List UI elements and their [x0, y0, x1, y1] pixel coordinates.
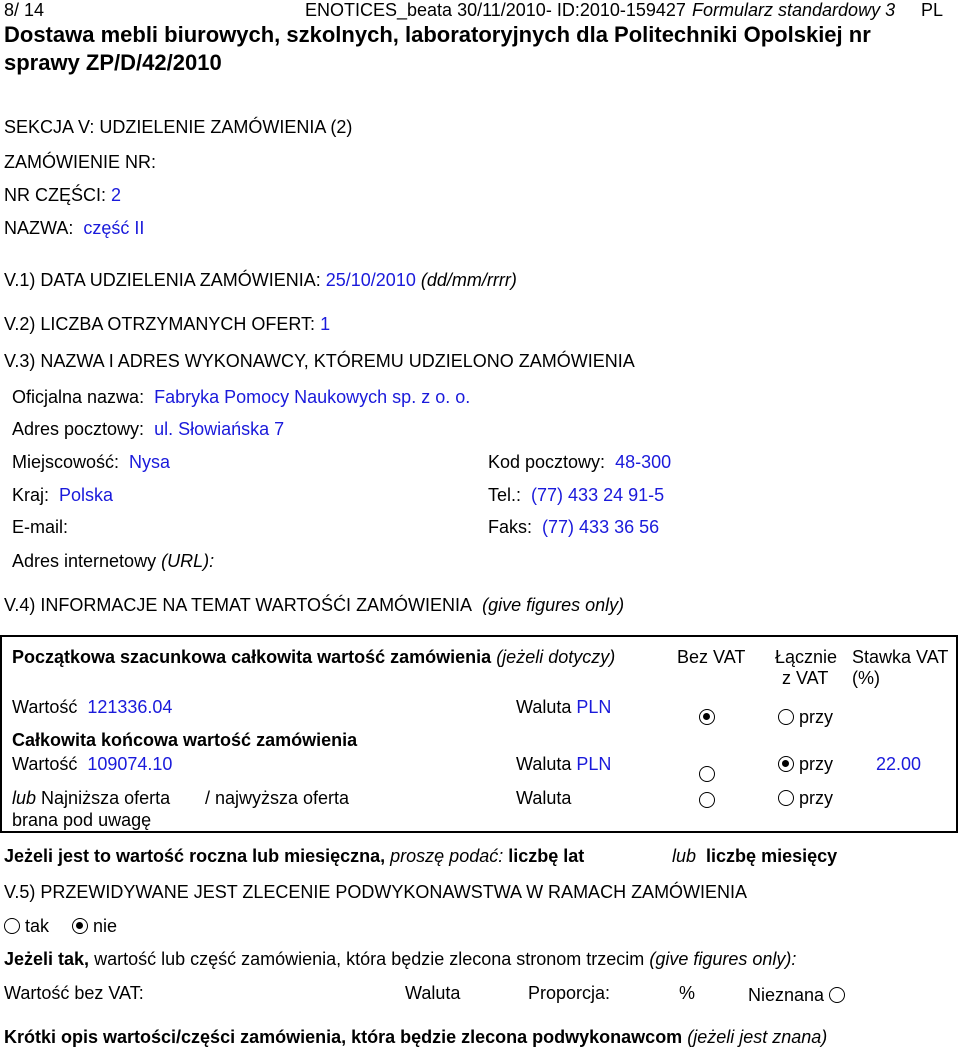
months-row	[672, 846, 837, 867]
url-label: Adres internetowy	[12, 551, 157, 571]
if-yes-label: Jeżeli tak,	[4, 949, 90, 969]
doc-id: ENOTICES_beata 30/11/2010- ID:2010-159427	[305, 0, 686, 20]
range-bez-vat-radio[interactable]	[699, 790, 715, 811]
v1-date-hint: (dd/mm/rrrr)	[420, 270, 517, 290]
przy-label: przy	[799, 788, 834, 808]
unknown-option[interactable]	[748, 985, 845, 1006]
doc-title-line2: sprawy ZP/D/42/2010	[4, 50, 222, 75]
fax-value: (77) 433 36 56	[542, 517, 660, 537]
initial-value-label: Początkowa szacunkowa całkowita wartość zamówienia	[12, 647, 492, 667]
przy-label: przy	[799, 707, 834, 727]
language-code: PL	[921, 0, 944, 20]
lub-label: lub	[12, 788, 37, 808]
fax	[488, 517, 659, 538]
telephone-label: Tel.:	[488, 485, 522, 505]
url-hint: (URL):	[161, 551, 215, 571]
lowest-highest	[12, 788, 170, 809]
initial-value-hint: (jeżeli dotyczy)	[496, 647, 616, 667]
v1-row	[4, 270, 517, 291]
short-desc-hint: (jeżeli jest znana)	[687, 1027, 828, 1047]
range-z-vat-option[interactable]	[778, 788, 833, 809]
unknown-label: Nieznana	[748, 985, 825, 1005]
postal-code-label: Kod pocztowy:	[488, 452, 606, 472]
if-yes-text: wartość lub część zamówienia, która będzie zlecona stronom trzecim	[94, 949, 645, 969]
waluta-label: Waluta	[516, 754, 572, 774]
final-vat-rate: 22.00	[876, 754, 922, 774]
final-currency	[516, 754, 611, 775]
country-value: Polska	[59, 485, 114, 505]
v3-heading: V.3) NAZWA I ADRES WYKONAWCY, KTÓREMU UDZIELONO ZAMÓWIENIA	[4, 351, 635, 371]
section-heading: SEKCJA V: UDZIELENIE ZAMÓWIENIA (2)	[4, 117, 353, 137]
final-value-label: Całkowita końcowa wartość zamówienia	[12, 730, 358, 750]
page-number: 8/ 14	[4, 0, 45, 20]
email-label: E-mail:	[12, 517, 69, 537]
months-label: liczbę miesięcy	[706, 846, 838, 866]
final-value	[12, 754, 172, 775]
postal-code-value: 48-300	[615, 452, 672, 472]
waluta-label: Waluta	[516, 697, 572, 717]
nazwa-label: NAZWA:	[4, 218, 74, 238]
v2-label: V.2) LICZBA OTRZYMANYCH OFERT:	[4, 314, 316, 334]
lowest-label: Najniższa oferta	[41, 788, 171, 808]
official-name-label: Oficjalna nazwa:	[12, 387, 145, 407]
nazwa-value: część II	[83, 218, 145, 238]
city-label: Miejscowość:	[12, 452, 120, 472]
telephone-value: (77) 433 24 91-5	[531, 485, 665, 505]
percent-label: %	[679, 983, 696, 1003]
final-z-vat-option[interactable]	[778, 754, 833, 775]
postal-code	[488, 452, 671, 473]
url	[12, 551, 214, 572]
form-name: Formularz standardowy 3	[692, 0, 896, 20]
official-name	[12, 387, 470, 408]
przy-label: przy	[799, 754, 834, 774]
no-label: nie	[93, 916, 118, 936]
annual-label: Jeżeli jest to wartość roczna lub miesięczna,	[4, 846, 386, 866]
yes-label: tak	[25, 916, 50, 936]
final-amount: 109074.10	[87, 754, 173, 774]
if-yes-row	[4, 949, 796, 970]
v1-date: 25/10/2010	[325, 270, 416, 290]
initial-value	[12, 697, 172, 718]
postal-address-label: Adres pocztowy:	[12, 419, 145, 439]
col-bez-vat: Bez VAT	[677, 647, 746, 667]
lub-label: lub	[672, 846, 697, 866]
v4-heading: V.4) INFORMACJE NA TEMAT WARTOŚĆI ZAMÓWIENIA	[4, 595, 473, 615]
zamowienie-nr-label: ZAMÓWIENIE NR:	[4, 152, 156, 172]
annual-row	[4, 846, 584, 867]
subcontract-currency-label: Waluta	[405, 983, 461, 1003]
doc-title-line1: Dostawa mebli biurowych, szkolnych, laboratoryjnych dla Politechniki Opolskiej nr	[4, 22, 871, 47]
official-name-value: Fabryka Pomocy Naukowych sp. z o. o.	[154, 387, 471, 407]
final-currency-value: PLN	[576, 754, 612, 774]
v4-hint: (give figures only)	[482, 595, 625, 615]
col-stawka-2: (%)	[852, 668, 880, 688]
v5-heading: V.5) PRZEWIDYWANE JEST ZLECENIE PODWYKONAWSTWA W RAMACH ZAMÓWIENIA	[4, 882, 748, 902]
if-yes-hint: (give figures only):	[649, 949, 797, 969]
considered-label: brana pod uwagę	[12, 810, 152, 830]
subcontract-value-label: Wartość bez VAT:	[4, 983, 144, 1003]
nr-czesci-label: NR CZĘŚCI:	[4, 185, 107, 205]
country-label: Kraj:	[12, 485, 50, 505]
telephone	[488, 485, 664, 506]
initial-value-heading	[12, 647, 615, 668]
initial-z-vat-option[interactable]	[778, 707, 833, 728]
col-lacznie-1: Łącznie	[775, 647, 838, 667]
wartosc-label: Wartość	[12, 754, 78, 774]
highest-label: / najwyższa oferta	[205, 788, 350, 808]
fax-label: Faks:	[488, 517, 533, 537]
short-desc-row	[4, 1027, 827, 1048]
nr-czesci-value: 2	[111, 185, 122, 205]
initial-amount: 121336.04	[87, 697, 173, 717]
v2-row	[4, 314, 330, 335]
initial-bez-vat-radio[interactable]	[699, 707, 715, 728]
nazwa	[4, 218, 144, 239]
city-value: Nysa	[129, 452, 171, 472]
city	[12, 452, 170, 473]
proportion-label: Proporcja:	[528, 983, 611, 1003]
initial-currency	[516, 697, 611, 718]
annual-hint: proszę podać:	[390, 846, 504, 866]
col-lacznie-2: z VAT	[782, 668, 829, 688]
short-desc-label: Krótki opis wartości/części zamówienia, która będzie zlecona podwykonawcom	[4, 1027, 683, 1047]
postal-address-value: ul. Słowiańska 7	[154, 419, 285, 439]
subcontract-yes-option[interactable]	[4, 916, 49, 937]
v4-heading-row	[4, 595, 624, 616]
subcontract-no-option[interactable]	[72, 916, 117, 937]
final-bez-vat-radio[interactable]	[699, 764, 715, 785]
wartosc-label: Wartość	[12, 697, 78, 717]
nr-czesci	[4, 185, 121, 206]
v1-label: V.1) DATA UDZIELENIA ZAMÓWIENIA:	[4, 270, 321, 290]
years-label: liczbę lat	[508, 846, 585, 866]
initial-currency-value: PLN	[576, 697, 612, 717]
col-stawka-1: Stawka VAT	[852, 647, 949, 667]
v2-value: 1	[320, 314, 331, 334]
country	[12, 485, 113, 506]
postal-address	[12, 419, 284, 440]
range-currency-label: Waluta	[516, 788, 572, 808]
